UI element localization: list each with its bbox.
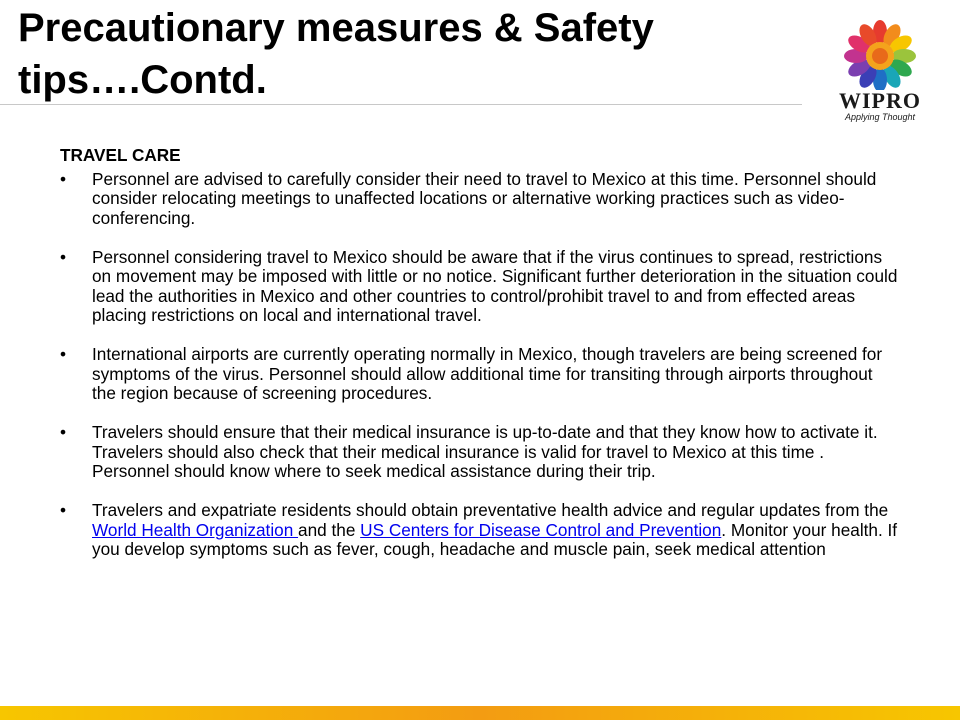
bullet-text: Travelers should ensure that their medical insurance is up-to-date and that they know how to activate it. Travelers should also check that their medical insurance is valid for travel to Mexico at this time . Personnel should know where to seek medical assistance during their trip. [92, 422, 878, 481]
cdc-link[interactable]: US Centers for Disease Control and Prevention [360, 519, 722, 540]
title-line-1: Precautionary measures & Safety [18, 6, 654, 50]
list-item [60, 501, 900, 560]
bullet-icon: • [60, 246, 67, 267]
list-item [60, 345, 900, 404]
footer-accent-bar [0, 706, 960, 720]
bullet-icon: • [60, 168, 67, 189]
list-item [60, 248, 900, 326]
brand-name: WIPRO [839, 88, 921, 113]
bullet-text: International airports are currently operating normally in Mexico, though travelers are being screened for symptoms of the virus. Personnel should allow additional time for transiting through airports throughout the region because of screening procedures. [92, 344, 883, 403]
brand-tagline: Applying Thought [844, 112, 916, 122]
bullet-text: Personnel are advised to carefully consider their need to travel to Mexico at this time. Personnel should consider relocating meetings to unaffected locations or alternative working practices such as video-conferencing. [92, 168, 877, 228]
who-link[interactable]: World Health Organization [92, 519, 299, 540]
slide-title [18, 2, 808, 106]
bullet-icon: • [60, 344, 67, 364]
bullet-text-before: Travelers and expatriate residents should obtain preventative health advice and regular updates from the [92, 500, 889, 520]
bullet-icon: • [60, 422, 67, 442]
bullet-text-after: . Monitor your health. If you develop symptoms such as fever, cough, headache and muscle pain, seek medical attention [92, 519, 898, 559]
bullet-list [60, 170, 900, 560]
slide-body [60, 146, 900, 579]
list-item [60, 170, 900, 229]
bullet-text: Personnel considering travel to Mexico should be aware that if the virus continues to spread, restrictions on movement may be imposed with little or no notice. Significant further deterioration in the situation could lead the authorities in Mexico and other countries to control/prohibit travel to and from effected areas placing restrictions on local and international travel. [92, 246, 898, 325]
title-line-2: tips….Contd. [18, 58, 267, 102]
bullet-icon: • [60, 500, 67, 520]
list-item [60, 423, 900, 482]
section-heading: TRAVEL CARE [60, 145, 181, 165]
title-divider [0, 104, 802, 105]
bullet-text-middle: and the [298, 519, 361, 540]
